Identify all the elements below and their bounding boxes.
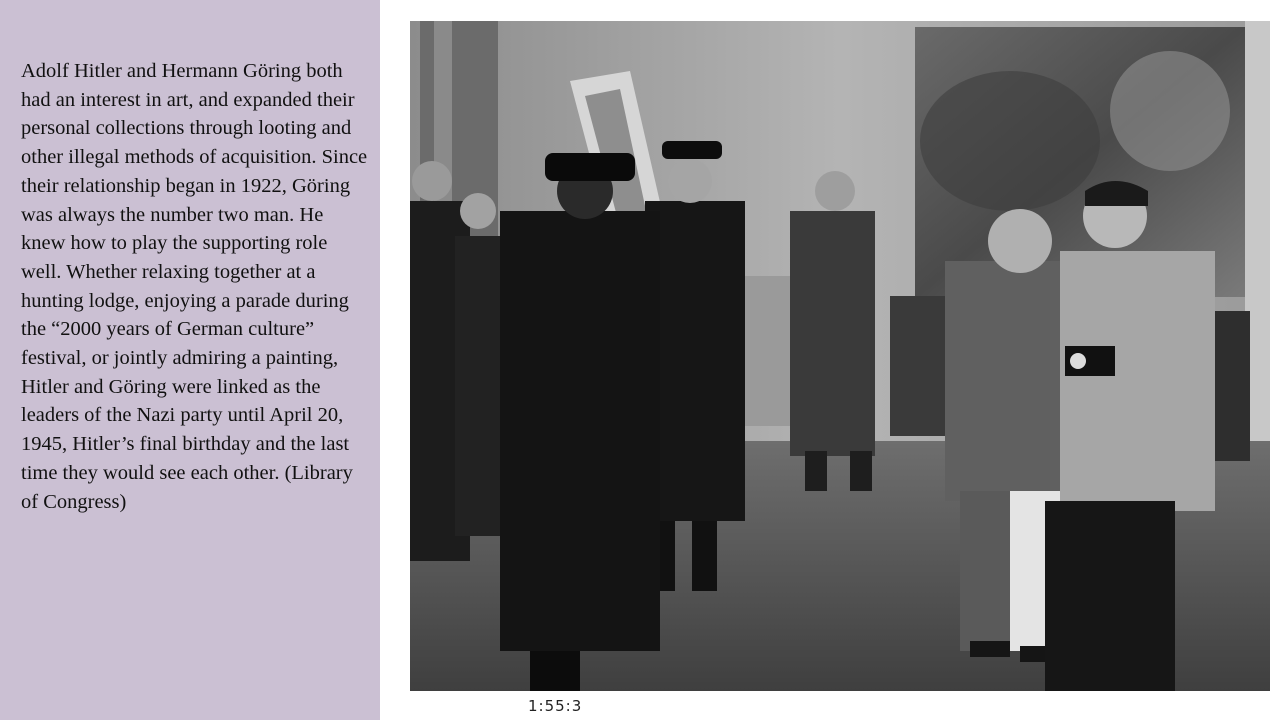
caption-text: Adolf Hitler and Hermann Göring both had an interest in art, and expanded their personal collections through looting and other illegal methods of acquisition. Since their relationship began in 1922, Göring was always the number two man. He knew how to play the supporting role well. Whether relaxing together at a hunting lodge, enjoying a parade during the “2000 years of German culture” festival, or jointly admiring a painting, Hitler and Göring were linked as the leaders of the Nazi party until April 20, 1945, Hitler’s final birthday and the last time they would see each other. (Library of Congress) [21,60,368,513]
caption-panel [0,0,380,720]
photo-catalog-number: 1:55:3 [528,697,583,715]
historical-photograph [410,21,1270,691]
